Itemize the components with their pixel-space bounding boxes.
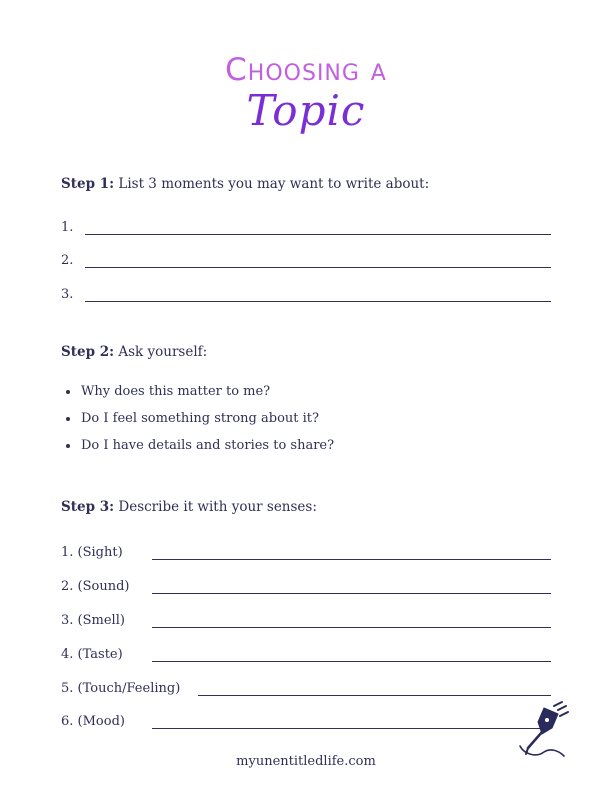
write-line[interactable] <box>152 593 551 594</box>
title-topic: Topic <box>246 86 366 135</box>
step3-text: Describe it with your senses: <box>114 499 317 515</box>
bullet-text: Do I feel something strong about it? <box>81 411 319 426</box>
bullet-icon <box>66 417 70 421</box>
step3-row-sound <box>61 579 551 599</box>
step1-item-label: 3. <box>61 287 74 302</box>
step1-row-2 <box>61 253 551 273</box>
write-line[interactable] <box>152 559 551 560</box>
write-line[interactable] <box>85 234 551 235</box>
step2-heading <box>61 344 207 360</box>
step3-row-mood <box>61 714 551 734</box>
step1-text: List 3 moments you may want to write about: <box>114 176 430 192</box>
sense-label: 6. (Mood) <box>61 714 125 729</box>
footer-site: myunentitledlife.com <box>236 754 376 769</box>
write-line[interactable] <box>152 728 551 729</box>
step3-row-taste <box>61 647 551 667</box>
step3-row-sight <box>61 545 551 565</box>
step3-label: Step 3: <box>61 499 115 515</box>
step1-item-label: 2. <box>61 253 74 268</box>
write-line[interactable] <box>85 267 551 268</box>
step1-heading <box>61 176 429 192</box>
step1-row-3 <box>61 287 551 307</box>
sense-label: 5. (Touch/Feeling) <box>61 681 181 696</box>
list-item <box>66 438 334 465</box>
write-line[interactable] <box>152 661 551 662</box>
fountain-pen-icon <box>514 698 578 760</box>
step1-row-1 <box>61 220 551 240</box>
step2-text: Ask yourself: <box>114 344 208 360</box>
step3-row-smell <box>61 613 551 633</box>
sense-label: 1. (Sight) <box>61 545 123 560</box>
bullet-text: Do I have details and stories to share? <box>81 438 335 453</box>
list-item <box>66 384 334 411</box>
step3-heading <box>61 499 317 515</box>
step2-label: Step 2: <box>61 344 115 360</box>
write-line[interactable] <box>85 301 551 302</box>
write-line[interactable] <box>152 627 551 628</box>
sense-label: 2. (Sound) <box>61 579 130 594</box>
step2-bullet-list <box>66 384 334 465</box>
list-item <box>66 411 334 438</box>
write-line[interactable] <box>198 695 551 696</box>
title-choosing: Choosing a <box>225 52 387 88</box>
step1-item-label: 1. <box>61 220 74 235</box>
sense-label: 4. (Taste) <box>61 647 123 662</box>
step1-label: Step 1: <box>61 176 115 192</box>
sense-label: 3. (Smell) <box>61 613 125 628</box>
bullet-icon <box>66 444 70 448</box>
bullet-icon <box>66 390 70 394</box>
bullet-text: Why does this matter to me? <box>81 384 271 399</box>
step3-row-touch <box>61 681 551 701</box>
